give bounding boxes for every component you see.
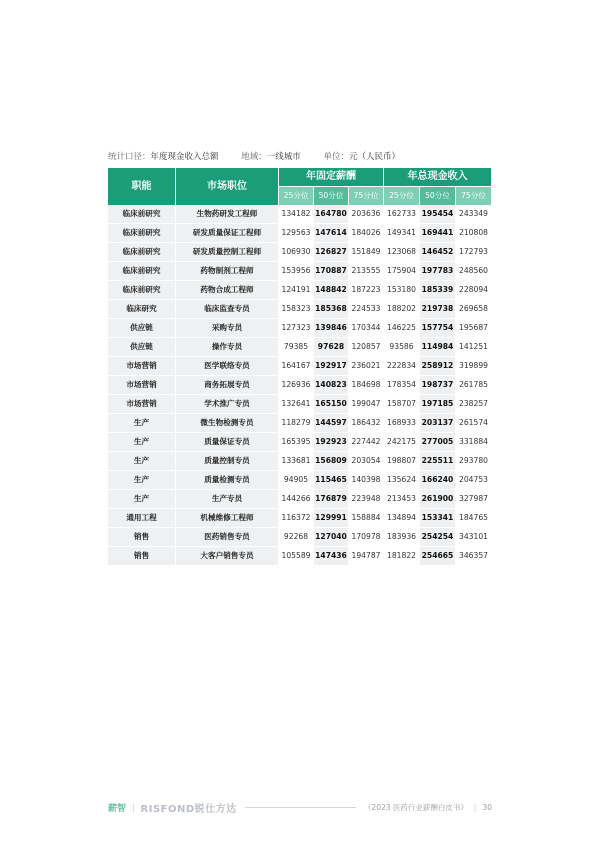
fixed-p50-cell: 140823 bbox=[314, 376, 349, 395]
fixed-p50-cell: 176879 bbox=[314, 490, 349, 509]
salary-table bbox=[108, 168, 492, 566]
total-p50-cell: 219738 bbox=[420, 300, 456, 319]
fixed-p75-cell: 203636 bbox=[349, 205, 384, 224]
table-body bbox=[108, 205, 492, 566]
position-cell: 医学联络专员 bbox=[176, 357, 279, 376]
fixed-p25-cell: 129563 bbox=[279, 224, 314, 243]
total-p75-cell: 269658 bbox=[456, 300, 492, 319]
function-cell: 临床前研究 bbox=[108, 262, 176, 281]
fixed-p75-cell: 199047 bbox=[349, 395, 384, 414]
position-cell: 临床监查专员 bbox=[176, 300, 279, 319]
function-cell: 销售 bbox=[108, 528, 176, 547]
total-p50-cell: 157754 bbox=[420, 319, 456, 338]
total-p25-cell: 135624 bbox=[384, 471, 420, 490]
fixed-p75-cell: 151849 bbox=[349, 243, 384, 262]
function-cell: 生产 bbox=[108, 490, 176, 509]
fixed-p25-cell: 118279 bbox=[279, 414, 314, 433]
header-position: 市场职位 bbox=[176, 168, 279, 205]
fixed-p25-cell: 132641 bbox=[279, 395, 314, 414]
total-p25-cell: 175904 bbox=[384, 262, 420, 281]
table-row bbox=[108, 243, 492, 262]
total-p25-cell: 149341 bbox=[384, 224, 420, 243]
table-row bbox=[108, 262, 492, 281]
total-p75-cell: 248560 bbox=[456, 262, 492, 281]
total-p50-cell: 225511 bbox=[420, 452, 456, 471]
total-p75-cell: 261574 bbox=[456, 414, 492, 433]
report-title: 《2023 医药行业薪酬白皮书》 bbox=[363, 802, 468, 812]
total-p50-cell: 197783 bbox=[420, 262, 456, 281]
unit-label: 单位： bbox=[323, 152, 349, 162]
total-p50-cell: 258912 bbox=[420, 357, 456, 376]
table-row bbox=[108, 452, 492, 471]
function-cell: 销售 bbox=[108, 547, 176, 566]
total-p75-cell: 172793 bbox=[456, 243, 492, 262]
total-p50-cell: 198737 bbox=[420, 376, 456, 395]
fixed-p75-cell: 194787 bbox=[349, 547, 384, 566]
position-cell: 药物合成工程师 bbox=[176, 281, 279, 300]
unit-value: 元（人民币） bbox=[348, 152, 400, 162]
position-cell: 操作专员 bbox=[176, 338, 279, 357]
fixed-p25-cell: 124191 bbox=[279, 281, 314, 300]
table-row bbox=[108, 281, 492, 300]
total-p25-cell: 146225 bbox=[384, 319, 420, 338]
fixed-p75-cell: 184698 bbox=[349, 376, 384, 395]
table-row bbox=[108, 205, 492, 224]
table-row bbox=[108, 509, 492, 528]
total-p25-cell: 178354 bbox=[384, 376, 420, 395]
header-function: 职能 bbox=[108, 168, 176, 205]
function-cell: 生产 bbox=[108, 471, 176, 490]
header-fixed-p50: 50分位 bbox=[314, 187, 349, 205]
total-p50-cell: 195454 bbox=[420, 205, 456, 224]
total-p50-cell: 146452 bbox=[420, 243, 456, 262]
fixed-p50-cell: 156809 bbox=[314, 452, 349, 471]
fixed-p25-cell: 134182 bbox=[279, 205, 314, 224]
function-cell: 生产 bbox=[108, 433, 176, 452]
total-p75-cell: 228094 bbox=[456, 281, 492, 300]
fixed-p75-cell: 170344 bbox=[349, 319, 384, 338]
table-row bbox=[108, 547, 492, 566]
position-cell: 研发质量保证工程师 bbox=[176, 224, 279, 243]
position-cell: 商务拓展专员 bbox=[176, 376, 279, 395]
logo-divider: | bbox=[132, 802, 135, 812]
header-total-p25: 25分位 bbox=[384, 187, 420, 205]
fixed-p75-cell: 224533 bbox=[349, 300, 384, 319]
total-p75-cell: 293780 bbox=[456, 452, 492, 471]
fixed-p25-cell: 116372 bbox=[279, 509, 314, 528]
total-p75-cell: 204753 bbox=[456, 471, 492, 490]
function-cell: 临床前研究 bbox=[108, 281, 176, 300]
fixed-p50-cell: 147614 bbox=[314, 224, 349, 243]
total-p25-cell: 181822 bbox=[384, 547, 420, 566]
page-divider: | bbox=[473, 802, 477, 812]
total-p25-cell: 213453 bbox=[384, 490, 420, 509]
table-row bbox=[108, 490, 492, 509]
total-p50-cell: 169441 bbox=[420, 224, 456, 243]
total-p75-cell: 243349 bbox=[456, 205, 492, 224]
fixed-p25-cell: 158323 bbox=[279, 300, 314, 319]
position-cell: 质量控制专员 bbox=[176, 452, 279, 471]
total-p50-cell: 203137 bbox=[420, 414, 456, 433]
fixed-p25-cell: 94905 bbox=[279, 471, 314, 490]
fixed-p75-cell: 140398 bbox=[349, 471, 384, 490]
total-p50-cell: 185339 bbox=[420, 281, 456, 300]
table-row bbox=[108, 395, 492, 414]
page-footer bbox=[108, 800, 492, 814]
total-p75-cell: 343101 bbox=[456, 528, 492, 547]
header-total-p75: 75分位 bbox=[456, 187, 492, 205]
function-cell: 市场营销 bbox=[108, 357, 176, 376]
total-p75-cell: 195687 bbox=[456, 319, 492, 338]
fixed-p50-cell: 139846 bbox=[314, 319, 349, 338]
total-p50-cell: 153341 bbox=[420, 509, 456, 528]
fixed-p50-cell: 192923 bbox=[314, 433, 349, 452]
table-row bbox=[108, 338, 492, 357]
table-row bbox=[108, 528, 492, 547]
function-cell: 供应链 bbox=[108, 319, 176, 338]
fixed-p75-cell: 187223 bbox=[349, 281, 384, 300]
total-p75-cell: 319899 bbox=[456, 357, 492, 376]
table-row bbox=[108, 376, 492, 395]
position-cell: 大客户销售专员 bbox=[176, 547, 279, 566]
total-p50-cell: 166240 bbox=[420, 471, 456, 490]
total-p75-cell: 346357 bbox=[456, 547, 492, 566]
fixed-p50-cell: 126827 bbox=[314, 243, 349, 262]
fixed-p75-cell: 120857 bbox=[349, 338, 384, 357]
total-p75-cell: 141251 bbox=[456, 338, 492, 357]
position-cell: 医药销售专员 bbox=[176, 528, 279, 547]
total-p50-cell: 114984 bbox=[420, 338, 456, 357]
fixed-p75-cell: 186432 bbox=[349, 414, 384, 433]
fixed-p50-cell: 115465 bbox=[314, 471, 349, 490]
total-p25-cell: 242175 bbox=[384, 433, 420, 452]
function-cell: 临床研究 bbox=[108, 300, 176, 319]
fixed-p25-cell: 126936 bbox=[279, 376, 314, 395]
fixed-p25-cell: 133681 bbox=[279, 452, 314, 471]
position-cell: 机械维修工程师 bbox=[176, 509, 279, 528]
function-cell: 临床前研究 bbox=[108, 224, 176, 243]
fixed-p75-cell: 227442 bbox=[349, 433, 384, 452]
total-p75-cell: 238257 bbox=[456, 395, 492, 414]
total-p50-cell: 197185 bbox=[420, 395, 456, 414]
header-fixed-p75: 75分位 bbox=[349, 187, 384, 205]
fixed-p75-cell: 184026 bbox=[349, 224, 384, 243]
fixed-p50-cell: 127040 bbox=[314, 528, 349, 547]
function-cell: 通用工程 bbox=[108, 509, 176, 528]
fixed-p75-cell: 158884 bbox=[349, 509, 384, 528]
total-p75-cell: 210808 bbox=[456, 224, 492, 243]
fixed-p75-cell: 213555 bbox=[349, 262, 384, 281]
fixed-p50-cell: 129991 bbox=[314, 509, 349, 528]
fixed-p75-cell: 236021 bbox=[349, 357, 384, 376]
function-cell: 临床前研究 bbox=[108, 205, 176, 224]
footer-rule bbox=[245, 807, 356, 808]
table-row bbox=[108, 357, 492, 376]
table-row bbox=[108, 224, 492, 243]
fixed-p50-cell: 144597 bbox=[314, 414, 349, 433]
table-header bbox=[108, 168, 492, 205]
fixed-p50-cell: 170887 bbox=[314, 262, 349, 281]
fixed-p50-cell: 97628 bbox=[314, 338, 349, 357]
position-cell: 生物药研发工程师 bbox=[176, 205, 279, 224]
function-cell: 生产 bbox=[108, 414, 176, 433]
fixed-p50-cell: 192917 bbox=[314, 357, 349, 376]
fixed-p25-cell: 106930 bbox=[279, 243, 314, 262]
total-p25-cell: 162733 bbox=[384, 205, 420, 224]
region-value: 一线城市 bbox=[266, 152, 301, 162]
table-row bbox=[108, 300, 492, 319]
page-number: 30 bbox=[482, 802, 492, 812]
total-p75-cell: 331884 bbox=[456, 433, 492, 452]
fixed-p25-cell: 153956 bbox=[279, 262, 314, 281]
position-cell: 微生物检测专员 bbox=[176, 414, 279, 433]
fixed-p50-cell: 164780 bbox=[314, 205, 349, 224]
risfond-logo: RISFOND锐仕方达 bbox=[140, 803, 237, 815]
fixed-p25-cell: 127323 bbox=[279, 319, 314, 338]
fixed-p75-cell: 223948 bbox=[349, 490, 384, 509]
fixed-p25-cell: 105589 bbox=[279, 547, 314, 566]
total-p50-cell: 254254 bbox=[420, 528, 456, 547]
fixed-p25-cell: 144266 bbox=[279, 490, 314, 509]
scope-label: 统计口径： bbox=[108, 152, 151, 162]
total-p75-cell: 184765 bbox=[456, 509, 492, 528]
position-cell: 采购专员 bbox=[176, 319, 279, 338]
function-cell: 生产 bbox=[108, 452, 176, 471]
fixed-p50-cell: 147436 bbox=[314, 547, 349, 566]
total-p75-cell: 261785 bbox=[456, 376, 492, 395]
position-cell: 药物制剂工程师 bbox=[176, 262, 279, 281]
total-p25-cell: 93586 bbox=[384, 338, 420, 357]
total-p25-cell: 183936 bbox=[384, 528, 420, 547]
total-p25-cell: 158707 bbox=[384, 395, 420, 414]
report-meta bbox=[108, 150, 420, 162]
table-row bbox=[108, 433, 492, 452]
function-cell: 供应链 bbox=[108, 338, 176, 357]
function-cell: 临床前研究 bbox=[108, 243, 176, 262]
function-cell: 市场营销 bbox=[108, 376, 176, 395]
header-total-cash: 年总现金收入 bbox=[384, 168, 492, 187]
fixed-p50-cell: 148842 bbox=[314, 281, 349, 300]
fixed-p75-cell: 170978 bbox=[349, 528, 384, 547]
total-p50-cell: 254665 bbox=[420, 547, 456, 566]
scope-value: 年度现金收入总额 bbox=[150, 152, 219, 162]
header-fixed-p25: 25分位 bbox=[279, 187, 314, 205]
header-fixed-pay: 年固定薪酬 bbox=[279, 168, 384, 187]
position-cell: 质量检测专员 bbox=[176, 471, 279, 490]
total-p25-cell: 222834 bbox=[384, 357, 420, 376]
total-p50-cell: 261900 bbox=[420, 490, 456, 509]
total-p25-cell: 123068 bbox=[384, 243, 420, 262]
fixed-p50-cell: 165150 bbox=[314, 395, 349, 414]
position-cell: 学术推广专员 bbox=[176, 395, 279, 414]
fixed-p25-cell: 165395 bbox=[279, 433, 314, 452]
region-label: 地域： bbox=[241, 152, 267, 162]
position-cell: 生产专员 bbox=[176, 490, 279, 509]
table-row bbox=[108, 414, 492, 433]
fixed-p75-cell: 203054 bbox=[349, 452, 384, 471]
total-p25-cell: 188202 bbox=[384, 300, 420, 319]
header-total-p50: 50分位 bbox=[420, 187, 456, 205]
total-p25-cell: 134894 bbox=[384, 509, 420, 528]
function-cell: 市场营销 bbox=[108, 395, 176, 414]
total-p25-cell: 168933 bbox=[384, 414, 420, 433]
position-cell: 研发质量控制工程师 bbox=[176, 243, 279, 262]
table-row bbox=[108, 471, 492, 490]
total-p75-cell: 327987 bbox=[456, 490, 492, 509]
table-row bbox=[108, 319, 492, 338]
xinzhi-logo: 薪智 bbox=[108, 803, 127, 814]
total-p50-cell: 277005 bbox=[420, 433, 456, 452]
fixed-p25-cell: 79385 bbox=[279, 338, 314, 357]
fixed-p50-cell: 185368 bbox=[314, 300, 349, 319]
total-p25-cell: 198807 bbox=[384, 452, 420, 471]
fixed-p25-cell: 164167 bbox=[279, 357, 314, 376]
total-p25-cell: 153180 bbox=[384, 281, 420, 300]
position-cell: 质量保证专员 bbox=[176, 433, 279, 452]
fixed-p25-cell: 92268 bbox=[279, 528, 314, 547]
